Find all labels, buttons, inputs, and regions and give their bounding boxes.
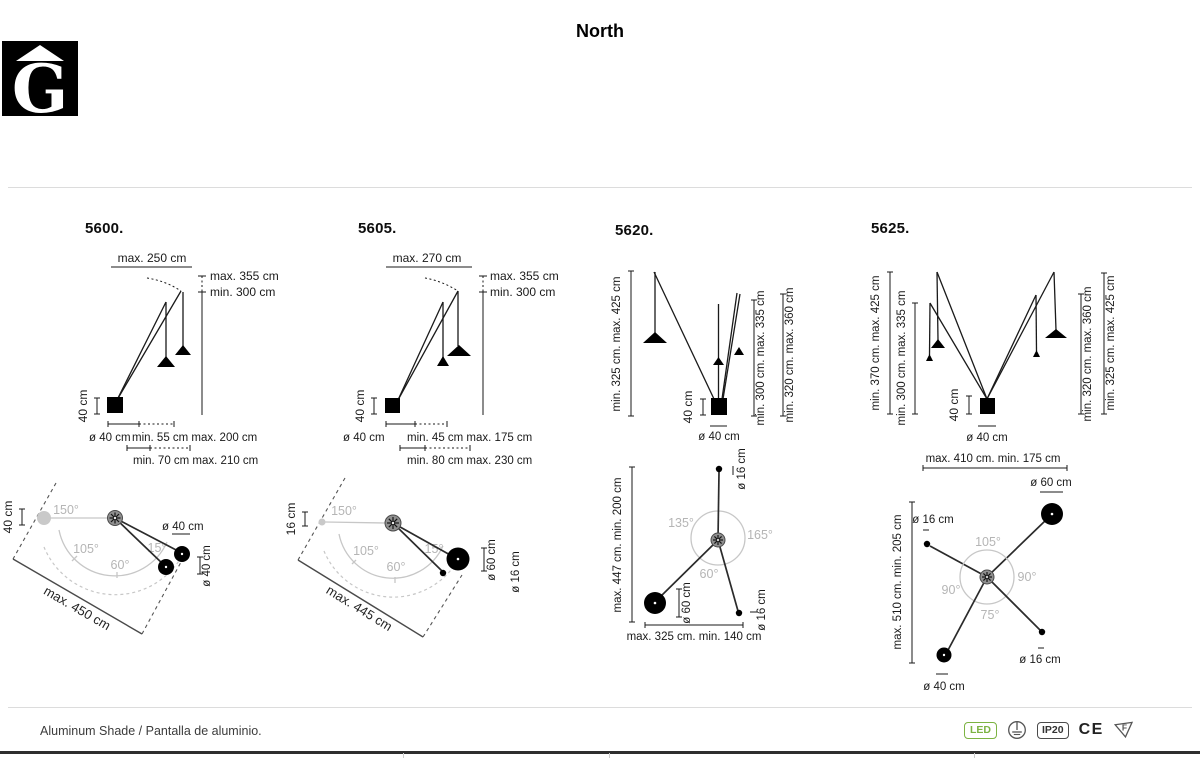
shade-top-view xyxy=(736,610,742,616)
dim-base-height: 40 cm xyxy=(681,390,695,424)
dim-shade-diameter: ø 40 cm xyxy=(201,545,213,587)
dim-shade-diameter: ø 60 cm xyxy=(681,582,693,624)
dim-range-2: min. 70 cm max. 210 cm xyxy=(133,455,259,467)
angle-label: 90° xyxy=(941,583,961,597)
dim-plan-height: 40 cm xyxy=(1,500,15,534)
lamp-base xyxy=(711,398,727,415)
angle-label: 60° xyxy=(110,558,130,572)
brand-logo xyxy=(2,41,78,116)
dim-range-1: min. 55 cm max. 200 cm xyxy=(132,432,258,444)
height-dimension-left2 xyxy=(912,303,918,414)
angle-label: 135° xyxy=(668,516,694,530)
certification-badges xyxy=(964,719,1135,741)
led-badge: LED xyxy=(964,722,997,739)
plan-span-bottom xyxy=(645,622,743,628)
dim-shade-diameter: ø 16 cm xyxy=(912,514,954,526)
f-mark-icon xyxy=(1114,720,1135,740)
dim-base-diameter: ø 40 cm xyxy=(343,432,385,444)
dim-plan-left: max. 510 cm. min. 205 cm xyxy=(892,514,904,650)
ce-mark: CE xyxy=(1078,721,1104,738)
lamp-shade xyxy=(175,345,191,355)
diagram-5600 xyxy=(0,240,279,650)
dim-base-height: 40 cm xyxy=(353,389,367,423)
lamp-arms xyxy=(654,272,740,399)
plan-span-left xyxy=(629,467,635,622)
hub-joint xyxy=(711,533,725,547)
dim-height-left1: min. 370 cm. max. 425 cm xyxy=(870,275,882,411)
lamp-shade xyxy=(447,345,471,356)
base-height-tick xyxy=(966,396,972,414)
reach-dimension-row1 xyxy=(386,421,447,427)
angle-label: 15° xyxy=(424,542,444,556)
page-tick xyxy=(609,753,610,758)
dim-reach: max. 445 cm xyxy=(323,582,395,635)
diagram-5620 xyxy=(600,240,815,650)
footer-divider xyxy=(8,707,1192,708)
lamp-shade xyxy=(643,332,667,343)
reach-dimension-row2 xyxy=(127,445,190,451)
plan-span-left xyxy=(909,502,915,663)
dim-plan-top: max. 410 cm. min. 175 cm xyxy=(925,453,1061,465)
lamp-shade xyxy=(926,354,933,361)
dim-height-max: max. 355 cm xyxy=(210,269,279,283)
model-title-5620: 5620. xyxy=(615,222,654,239)
dim-range-2: min. 80 cm max. 230 cm xyxy=(407,455,533,467)
base-height-tick xyxy=(371,398,377,414)
ground-class-icon xyxy=(1007,720,1027,740)
angle-label: 15° xyxy=(147,541,167,555)
logo-letter: G xyxy=(11,50,69,116)
lamp-shade xyxy=(734,347,744,355)
dim-height-right2: min. 325 cm. max. 425 cm xyxy=(1105,275,1117,411)
dim-span: max. 270 cm xyxy=(392,251,462,265)
reach-dimension-row2 xyxy=(400,445,470,451)
dim-span: max. 250 cm xyxy=(117,251,187,265)
dim-base-diameter: ø 40 cm xyxy=(89,432,131,444)
base-height-tick xyxy=(700,399,706,415)
lamp-arms xyxy=(117,291,183,400)
dim-base-height: 40 cm xyxy=(76,389,90,423)
angle-label: 60° xyxy=(386,560,406,574)
plan-height-tick xyxy=(19,509,25,525)
lamp-base xyxy=(980,398,995,414)
page-tick xyxy=(403,753,404,758)
lamp-base xyxy=(385,398,400,413)
lamp-base xyxy=(107,397,123,413)
hub-joint xyxy=(980,570,994,584)
bottom-rule xyxy=(0,751,1200,754)
dim-shade-diameter: ø 16 cm xyxy=(510,551,522,593)
dim-shade-diameter: ø 16 cm xyxy=(756,589,768,631)
dim-plan-bottom: max. 325 cm. min. 140 cm xyxy=(626,631,762,643)
shade-top-view xyxy=(440,570,446,576)
hub-joint xyxy=(385,515,401,531)
dim-height-right1: min. 300 cm. max. 335 cm xyxy=(755,290,767,426)
lamp-shade xyxy=(437,356,449,366)
height-dimension-line xyxy=(479,276,487,415)
angle-label: 105° xyxy=(975,535,1001,549)
top-divider xyxy=(8,187,1192,188)
shade-top-view xyxy=(924,541,930,547)
lamp-shade xyxy=(931,339,945,348)
dim-height-left: min. 325 cm. max. 425 cm xyxy=(611,276,623,412)
angle-label: 75° xyxy=(980,608,1000,622)
model-title-5600: 5600. xyxy=(85,220,124,237)
dim-base-diameter: ø 40 cm xyxy=(698,431,740,443)
dim-height-min: min. 300 cm xyxy=(490,285,556,299)
model-title-5605: 5605. xyxy=(358,220,397,237)
lamp-shade xyxy=(157,356,175,367)
lamp-shade xyxy=(1033,350,1040,357)
dim-height-right1: min. 320 cm. max. 360 cm xyxy=(1082,286,1094,422)
brand-logo-graphic xyxy=(2,41,78,116)
height-dimension-left xyxy=(628,271,634,416)
model-title-5625: 5625. xyxy=(871,220,910,237)
height-dimension-left1 xyxy=(887,272,893,414)
hub-joint xyxy=(108,511,123,526)
angle-label: 150° xyxy=(331,504,357,518)
ghost-shade-position xyxy=(319,519,326,526)
angle-label: 90° xyxy=(1017,570,1037,584)
dim-shade-diameter: ø 16 cm xyxy=(736,448,748,490)
diagram-5605 xyxy=(275,240,560,650)
material-note: Aluminum Shade / Pantalla de aluminio. xyxy=(40,724,262,738)
page-tick xyxy=(974,753,975,758)
shade-top-view xyxy=(716,466,722,472)
angle-label: 105° xyxy=(73,542,99,556)
dim-height-right2: min. 320 cm. max. 360 cm xyxy=(784,287,796,423)
lamp-arms xyxy=(930,272,1057,399)
angle-label: 105° xyxy=(353,544,379,558)
angle-label: 150° xyxy=(53,503,79,517)
diagram-5625 xyxy=(865,240,1200,695)
reach-dimension-row1 xyxy=(108,421,174,427)
dim-base-height: 40 cm xyxy=(947,388,961,422)
dim-base-diameter: ø 40 cm xyxy=(966,432,1008,444)
dim-plan-height: 16 cm xyxy=(284,502,298,536)
dim-shade-diameter: ø 40 cm xyxy=(923,681,965,693)
dim-shade-diameter: ø 60 cm xyxy=(1030,477,1072,489)
dim-height-max: max. 355 cm xyxy=(490,269,559,283)
dim-shade-diameter: ø 16 cm xyxy=(1019,654,1061,666)
f-mark-letter: F xyxy=(1121,722,1127,733)
shade-top-view xyxy=(1039,629,1045,635)
angle-label: 165° xyxy=(747,528,773,542)
dim-height-left2: min. 300 cm. max. 335 cm xyxy=(896,290,908,426)
base-height-tick xyxy=(94,398,100,414)
plan-span-top xyxy=(923,465,1067,471)
ghost-shade-position xyxy=(37,511,51,525)
dim-range-1: min. 45 cm max. 175 cm xyxy=(407,432,533,444)
dim-shade-diameter: ø 40 cm xyxy=(162,521,204,533)
dim-shade-diameter: ø 60 cm xyxy=(486,539,498,581)
dim-plan-left: max. 447 cm. min. 200 cm xyxy=(612,477,624,613)
lamp-arms xyxy=(398,291,458,400)
angle-label: 60° xyxy=(699,567,719,581)
lamp-shade xyxy=(713,357,724,365)
lamp-shade xyxy=(1045,329,1067,338)
dim-height-min: min. 300 cm xyxy=(210,285,276,299)
dim-reach: max. 450 cm xyxy=(41,583,114,634)
page-title: North xyxy=(576,21,624,41)
height-dimension-line xyxy=(198,276,206,415)
plan-height-tick xyxy=(302,512,308,526)
ip-rating-badge: IP20 xyxy=(1037,722,1069,739)
